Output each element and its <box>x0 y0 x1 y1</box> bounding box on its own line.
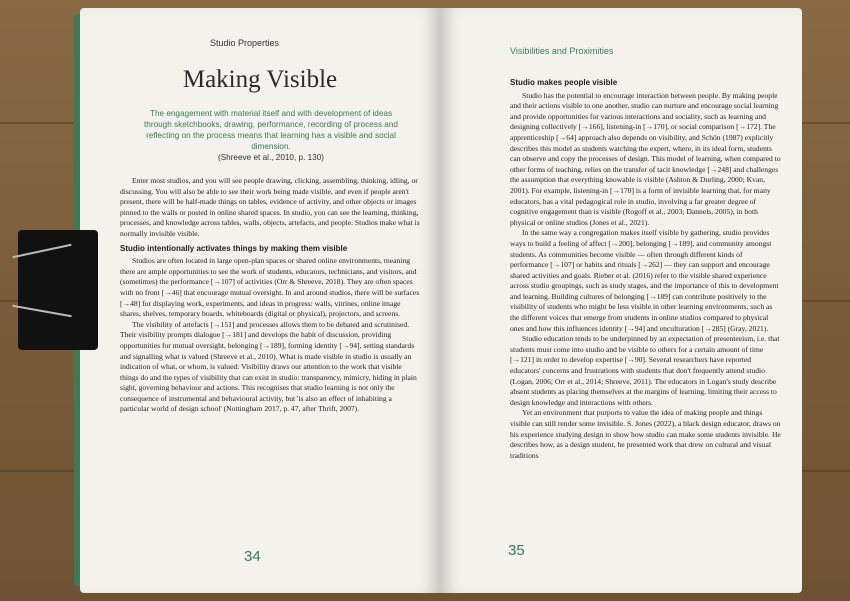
paragraph: Yet an environment that purports to value the idea of making people and things visible can still render some invisible. S. Jones (2022), a black design educator, draws on his experience studying design to show how studio can make some students invisible. He describes how, as a design student, he presented work that drew on cultural and visual traditions <box>510 408 781 460</box>
page-number: 35 <box>508 542 525 559</box>
binder-clip <box>18 230 98 350</box>
left-page <box>80 8 440 593</box>
paragraph: Studios are often located in large open-plan spaces or shared online environments, meaning there are ample opportunities to see the work of students, educators, technicians, and visitors, and (sometimes) the performance [→107] of activities (Orr & Shreeve, 2018). They are often spaces with no front [→46] that encourage mutual oversight. In and around studios, there will be surfaces [→48] for displaying work, experiments, and ideas in progress: walls, vitrines, online image shares, shelves, temporary boards, whiteboards (digital or physical), projectors, and screens. <box>120 256 420 319</box>
epigraph-citation: (Shreeve et al., 2010, p. 130) <box>217 153 325 162</box>
subheading: Studio makes people visible <box>510 78 618 87</box>
paragraph: The visibility of artefacts [→151] and processes allows them to be debated and scrutinised. Their visibility prompts dialogue [→181] and develops the habit of discussion, providing opportunities for mutual oversight, belonging [→189], forming identity [→94], setting standards and signalling what is valued (Shreeve et al., 2010). What is made visible in studio is usually an indication of what, or whom, is valued: Visibility draws our attention to the work that visible things do and the types of visibility that can exist in studio: transparency, mimicry, hiding in plain sight, governing behaviour and actions. This recognises that studio learning is not only the consequence of instrumental and behavioural activity, but 'is also an effect of inhabiting a particular world of design school' (Nottingham 2017, p. 47, after Thrift, 2007). <box>120 319 417 414</box>
paragraph: Studio education tends to be underpinned by an expectation of presenteeism, i.e. that students must come into studio and be visible to others for a certain amount of time [→121] in order to develop expertise [→90]. Several researchers have reported educators' concerns and frustrations with students that don't frequently attend studio (Logan, 2006; Orr et al., 2014; Shreeve, 2011). The educators in Logan's study describe absent students as placing themselves at the margins of learning, limiting their access to design knowledge and interactions with others. <box>510 334 780 407</box>
running-head: Visibilities and Proximities <box>510 46 614 56</box>
right-page <box>440 8 802 593</box>
epigraph <box>136 108 406 163</box>
epigraph-text: The engagement with material itself and with development of ideas through sketchbooks, drawing, performance, recording of process and reflecting on the process means that learning has a visible and social dimension. <box>144 109 398 151</box>
running-head: Studio Properties <box>210 38 280 48</box>
subheading: Studio intentionally activates things by making them visible <box>120 243 348 253</box>
paragraph: Enter most studios, and you will see people drawing, clicking, assembling, thinking, idling, or discussing. You will also be able to see their work being made visible, and even if people aren't present, there will be half-made things on tables, evidence of activity, and other objects or images pinned to the walls or posted in online shared spaces. In studio, you can see the learning, thinking, processes, and knowledge across tables, walls, objects, artefacts, and people. Studios make what is normally invisible visible. <box>120 176 420 238</box>
open-book <box>66 8 806 593</box>
page-title: Making Visible <box>182 66 338 93</box>
page-number: 34 <box>244 548 261 565</box>
left-body <box>120 176 420 415</box>
paragraph: Studio has the potential to encourage interaction between people. By making people and their actions visible to one another, studio can nurture and encourage social learning and provide opportunities for various interactions and sociality, such as learning and designing collectively [→166], listening-in [→170], or social comparison [→172]. The apprenticeship [→64] approach also depends on visibility, and Schön (1987) explicitly describes this model as students watching the expert, where, in its ideal form, students can observe and copy the processes of design. This model of learning, when compared to other forms of teaching, relies on the transfer of tacit knowledge [→248] and challenges the assumption that everything knowable is visible (Ashton & Durling, 2000; Kvan, 2001). For example, listening-in [→170] is a form of invisible learning that, for many educators, has a vital pedagogical role in studio, involving a far greater degree of cognitive engagement than is visible (Rogoff et al., 2003; Dannels, 2005), in both physical or online studios (Jones et al., 2021). <box>510 90 781 227</box>
right-body <box>510 74 782 461</box>
paragraph: In the same way a congregation makes itself visible by gathering, studio provides ways to build a feeling of affect [→200], belonging [→189], and community amongst students. As communities become visible — often through different kinds of performance [→107] or habits and rituals [→262] — they can support and encourage shared activities and goals. Rieber et al. (2016) refer to the visible shared experience across studio groupings, such as study stages, and the importance of this to development and learning. Building cultures of belonging [→189] can contribute positively to the visibility of students who might be less visible in other learning environments, such as the different voices that emerge from students in online studios compared to physical ones and how this influences identity [→94] and enculturation [→285] (Gray, 2021). <box>510 228 779 333</box>
